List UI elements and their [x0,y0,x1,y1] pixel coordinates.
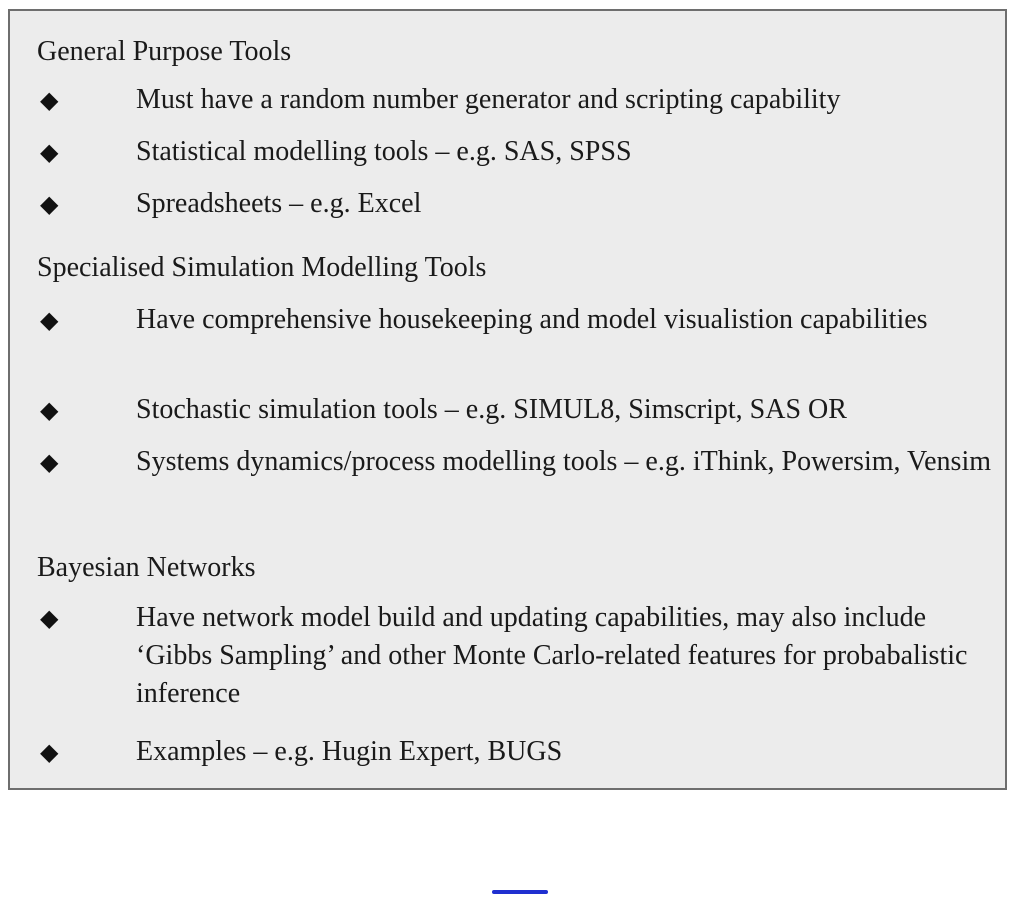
diamond-bullet-icon: ◆ [40,306,59,334]
list-item-text: Must have a random number generator and scripting capability [136,84,841,115]
diamond-bullet-icon: ◆ [40,138,59,166]
diamond-bullet-icon: ◆ [40,86,59,114]
diamond-bullet-icon: ◆ [40,190,59,218]
diamond-bullet-icon: ◆ [40,448,59,476]
list-item-text: Have network model build and updating capabilities, may also include ‘Gibbs Sampling’ and other Monte Carlo-related features for probabalistic inference [136,602,968,709]
list-item-text: Statistical modelling tools – e.g. SAS, SPSS [136,136,632,167]
diamond-bullet-icon: ◆ [40,396,59,424]
link-underline[interactable] [492,890,548,894]
list-item-text: Systems dynamics/process modelling tools – e.g. iThink, Powersim, Vensim [136,446,991,477]
list-item-text: Stochastic simulation tools – e.g. SIMUL8, Simscript, SAS OR [136,394,847,425]
diamond-bullet-icon: ◆ [40,604,59,632]
section-heading: General Purpose Tools [37,36,292,67]
section-heading: Bayesian Networks [37,552,256,583]
list-item-text: Spreadsheets – e.g. Excel [136,188,422,219]
section-heading: Specialised Simulation Modelling Tools [37,252,487,283]
diamond-bullet-icon: ◆ [40,738,59,766]
tools-box [8,9,1007,790]
list-item-text: Examples – e.g. Hugin Expert, BUGS [136,736,563,767]
list-item-text: Have comprehensive housekeeping and model visualistion capabilities [136,304,928,335]
